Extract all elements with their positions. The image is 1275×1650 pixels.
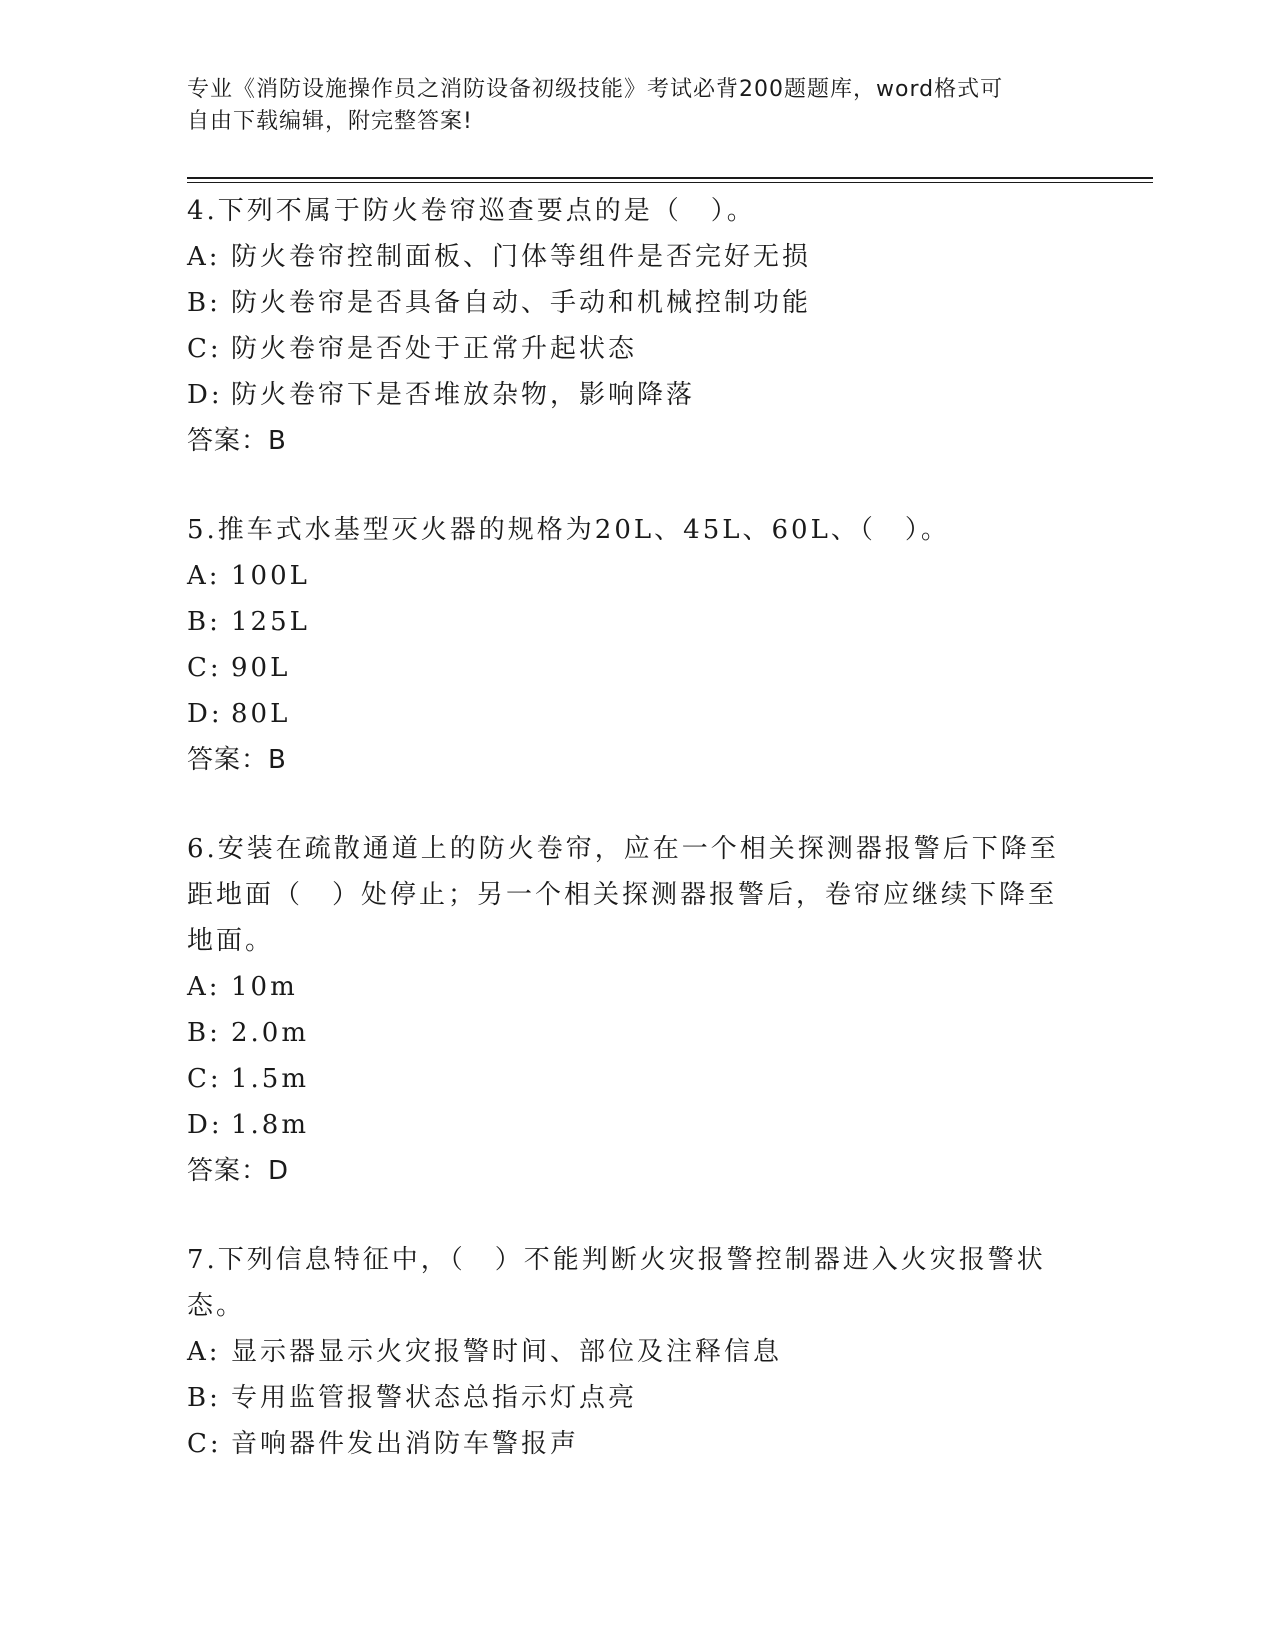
option-row: [187, 1102, 1067, 1148]
option-text: 防火卷帘是否具备自动、手动和机械控制功能: [231, 288, 812, 318]
option-key: C:: [187, 334, 222, 364]
option-row: [187, 1375, 1067, 1421]
option-key: B:: [187, 1383, 221, 1413]
question-block: [187, 188, 1067, 464]
option-text: 防火卷帘是否处于正常升起状态: [231, 334, 638, 364]
option-text: 90L: [231, 653, 291, 683]
question-block: [187, 507, 1067, 783]
option-key: B:: [187, 288, 221, 318]
option-row: [187, 1421, 1067, 1467]
option-row: [187, 234, 1067, 280]
option-key: B:: [187, 1018, 221, 1048]
option-row: [187, 372, 1067, 418]
option-row: [187, 1010, 1067, 1056]
question-stem-line: 距地面（ ）处停止；另一个相关探测器报警后，卷帘应继续下降至: [187, 880, 1058, 910]
question-list: [187, 188, 1067, 1510]
option-text: 80L: [231, 699, 291, 729]
option-row: [187, 691, 1067, 737]
option-row: [187, 326, 1067, 372]
option-row: [187, 964, 1067, 1010]
question-stem-line: 地面。: [187, 926, 275, 956]
answer-line: 答案：B: [187, 426, 287, 456]
option-key: A:: [187, 1337, 221, 1367]
question-stem-line: 态。: [187, 1291, 246, 1321]
header-line-2: 自由下载编辑，附完整答案!: [187, 109, 473, 134]
option-text: 专用监管报警状态总指示灯点亮: [231, 1383, 638, 1413]
option-row: [187, 1329, 1067, 1375]
option-text: 125L: [231, 607, 310, 637]
question-stem-line: 4.下列不属于防火卷帘巡查要点的是（ ）。: [187, 196, 756, 226]
option-key: C:: [187, 1064, 222, 1094]
header-divider-thin: [187, 182, 1153, 183]
option-text: 100L: [231, 561, 310, 591]
option-key: D:: [187, 1110, 223, 1140]
option-text: 显示器显示火灾报警时间、部位及注释信息: [231, 1337, 783, 1367]
option-key: D:: [187, 699, 223, 729]
header-line-1: 专业《消防设施操作员之消防设备初级技能》考试必背200题题库，word格式可: [187, 77, 1004, 102]
document-header: [187, 74, 1067, 138]
option-text: 2.0m: [231, 1018, 310, 1048]
question-stem-line: 5.推车式水基型灭火器的规格为20L、45L、60L、（ ）。: [187, 515, 950, 545]
option-text: 音响器件发出消防车警报声: [231, 1429, 580, 1459]
option-text: 1.8m: [231, 1110, 310, 1140]
option-text: 1.5m: [231, 1064, 310, 1094]
header-divider-thick: [187, 177, 1153, 179]
option-key: A:: [187, 972, 221, 1002]
option-text: 10m: [231, 972, 298, 1002]
option-text: 防火卷帘下是否堆放杂物，影响降落: [231, 380, 696, 410]
option-key: A:: [187, 561, 221, 591]
option-key: A:: [187, 242, 221, 272]
answer-line: 答案：B: [187, 745, 287, 775]
option-row: [187, 280, 1067, 326]
option-key: C:: [187, 1429, 222, 1459]
option-key: D:: [187, 380, 223, 410]
option-row: [187, 599, 1067, 645]
answer-line: 答案：D: [187, 1156, 290, 1186]
question-stem-line: 6.安装在疏散通道上的防火卷帘，应在一个相关探测器报警后下降至: [187, 834, 1059, 864]
question-block: [187, 1237, 1067, 1467]
question-stem-line: 7.下列信息特征中，（ ）不能判断火灾报警控制器进入火灾报警状: [187, 1245, 1046, 1275]
option-text: 防火卷帘控制面板、门体等组件是否完好无损: [231, 242, 812, 272]
option-key: B:: [187, 607, 221, 637]
option-key: C:: [187, 653, 222, 683]
question-block: [187, 826, 1067, 1194]
option-row: [187, 1056, 1067, 1102]
option-row: [187, 553, 1067, 599]
option-row: [187, 645, 1067, 691]
